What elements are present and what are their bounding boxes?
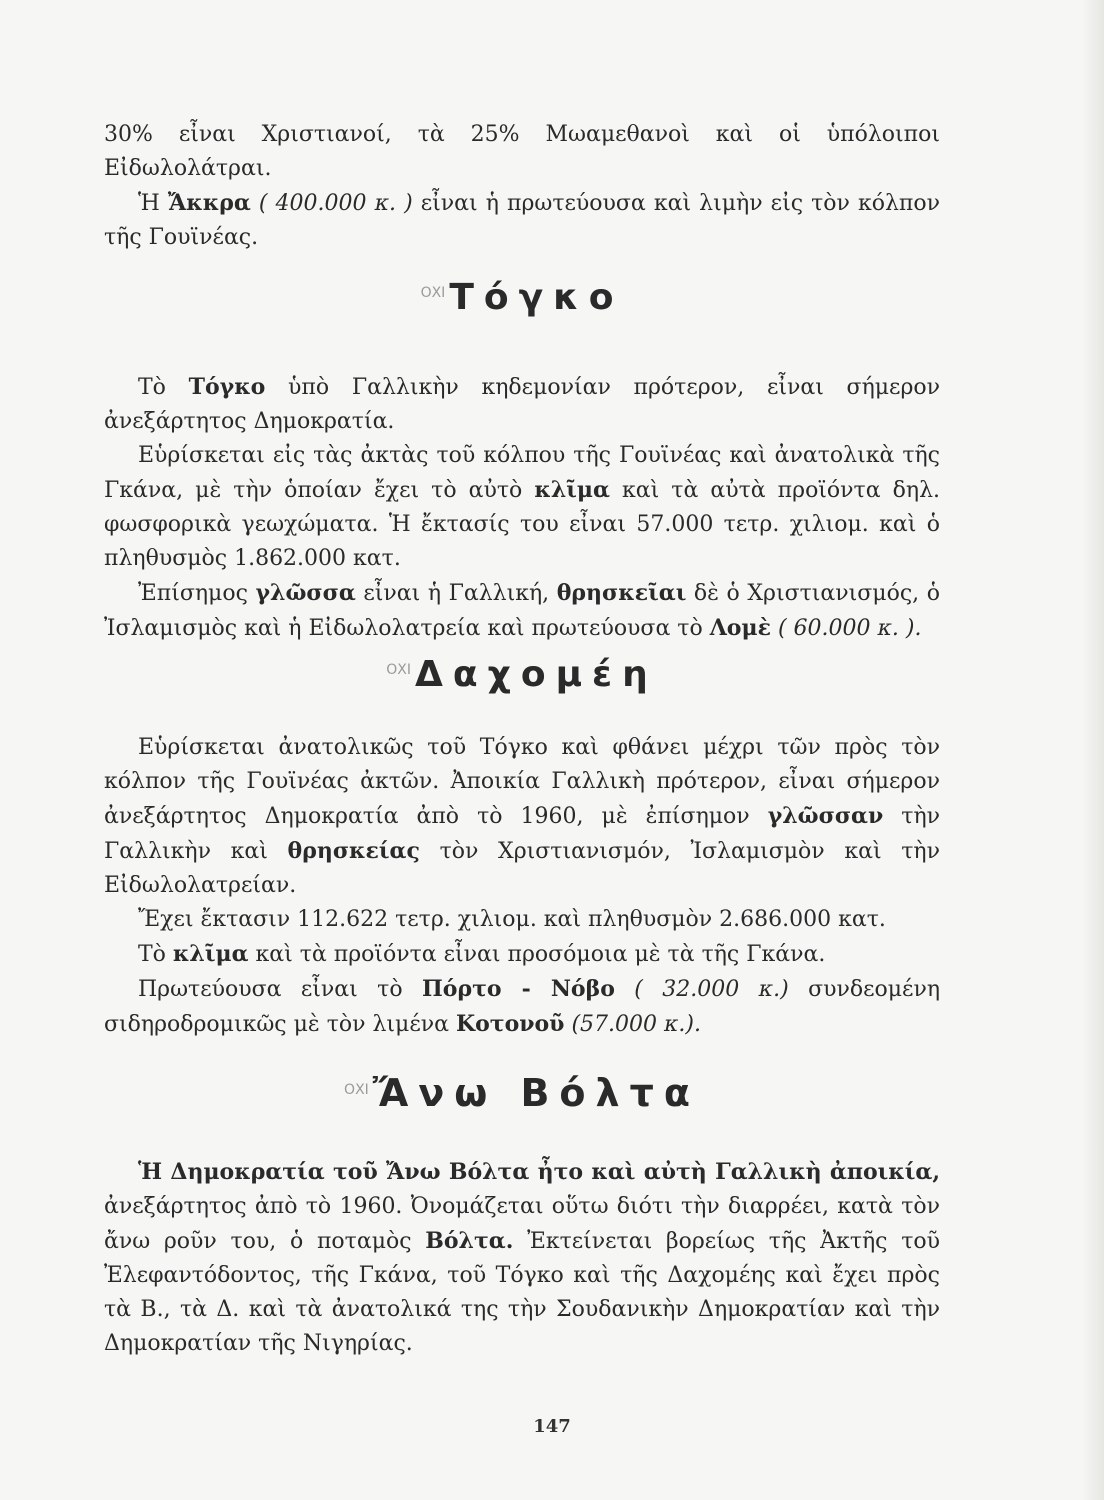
togo-paragraph-3: Ἐπίσημος γλῶσσα εἶναι ἡ Γαλλική, θρησκεῖαι δὲ ὁ Χριστιανισμός, ὁ Ἰσλαμισμὸς καὶ ἡ Εἰδωλολατρεία καὶ πρωτεύουσα τὸ Λομὲ ( 60.000 κ. ). xyxy=(104,580,940,641)
volta-paragraph-1: Ἡ Δημοκρατία τοῦ Ἄνω Βόλτα ἦτο καὶ αὐτὴ Γαλλικὴ ἀποικία, ἀνεξάρτητος ἀπὸ τὸ 1960. Ὀνομάζεται οὕτω διότι τὴν διαρρέει, κατὰ τὸν ἄνω ροῦν του, ὁ ποταμὸς Βόλτα. Ἐκτείνεται βορείως τῆς Ἀκτῆς τοῦ Ἐλεφαντόδοντος, τῆς Γκάνα, τοῦ Τόγκο καὶ τῆς Δαχομέης καὶ ἔχει πρὸς τὰ Β., τὰ Δ. καὶ τὰ ἀνατολικά της τὴν Σουδανικὴν Δημοκρατίαν καὶ τὴν Δημοκρατίαν τῆς Νιγηρίας. xyxy=(104,1159,940,1356)
intro-paragraph-2: Ἡ Ἄκκρα ( 400.000 κ. ) εἶναι ἡ πρωτεύουσα καὶ λιμὴν εἰς τὸν κόλπον τῆς Γουϊνέας. xyxy=(104,190,940,250)
page-number: 147 xyxy=(533,1416,571,1437)
heading-upper-volta: $^{OXI}$ Ἄνω Βόλτα xyxy=(344,1071,700,1115)
pencil-note: ΟΧΙ xyxy=(420,285,446,301)
heading-togo: $^{OXI}$ Τόγκο xyxy=(420,277,624,318)
dahomey-paragraph-1: Εὑρίσκεται ἀνατολικῶς τοῦ Τόγκο καὶ φθάνει μέχρι τῶν πρὸς τὸν κόλπον τῆς Γουϊνέας ἀκτῶν. Ἀποικία Γαλλικὴ πρότερον, εἶναι σήμερον ἀνεξάρτητος Δημοκρατία ἀπὸ τὸ 1960, μὲ ἐπίσημον γλῶσσαν τὴν Γαλλικὴν καὶ θρησκείας τὸν Χριστιανισμόν, Ἰσλαμισμὸν καὶ τὴν Εἰδωλολατρείαν. xyxy=(104,735,941,898)
page-body xyxy=(104,118,940,1361)
togo-paragraph-2: Εὑρίσκεται εἰς τὰς ἀκτὰς τοῦ κόλπου τῆς Γουϊνέας καὶ ἀνατολικὰ τῆς Γκάνα, μὲ τὴν ὁποίαν ἔχει τὸ αὐτὸ κλῖμα καὶ τὰ αὐτὰ προϊόντα δηλ. φωσφορικὰ γεωχώματα. Ἡ ἔκτασίς του εἶναι 57.000 τετρ. χιλιομ. καὶ ὁ πληθυσμὸς 1.862.000 κατ. xyxy=(104,443,940,571)
togo-paragraph-1: Τὸ Τόγκο ὑπὸ Γαλλικὴν κηδεμονίαν πρότερον, εἶναι σήμερον ἀνεξάρτητος Δημοκρατία. xyxy=(104,374,940,434)
pencil-note: ΟΧΙ xyxy=(386,662,412,678)
heading-dahomey: $^{OXI}$ Δαχομέη xyxy=(386,654,658,695)
dahomey-paragraph-4: Πρωτεύουσα εἶναι τὸ Πόρτο - Νόβο ( 32.000 κ.) συνδεομένη σιδηροδρομικῶς μὲ τὸν λιμένα Κοτονοῦ (57.000 κ.). xyxy=(104,976,940,1037)
page-edge-shadow xyxy=(1082,0,1104,1500)
pencil-note: ΟΧΙ xyxy=(344,1082,369,1098)
dahomey-paragraph-2: Ἔχει ἔκτασιν 112.622 τετρ. χιλιομ. καὶ πληθυσμὸν 2.686.000 κατ. xyxy=(138,907,886,932)
dahomey-paragraph-3: Τὸ κλῖμα καὶ τὰ προϊόντα εἶναι προσόμοια μὲ τὰ τῆς Γκάνα. xyxy=(138,941,826,967)
intro-paragraph-1: 30% εἶναι Χριστιανοί, τὰ 25% Μωαμεθανοὶ καὶ οἱ ὑπόλοιποι Εἰδωλολάτραι. xyxy=(104,122,940,181)
